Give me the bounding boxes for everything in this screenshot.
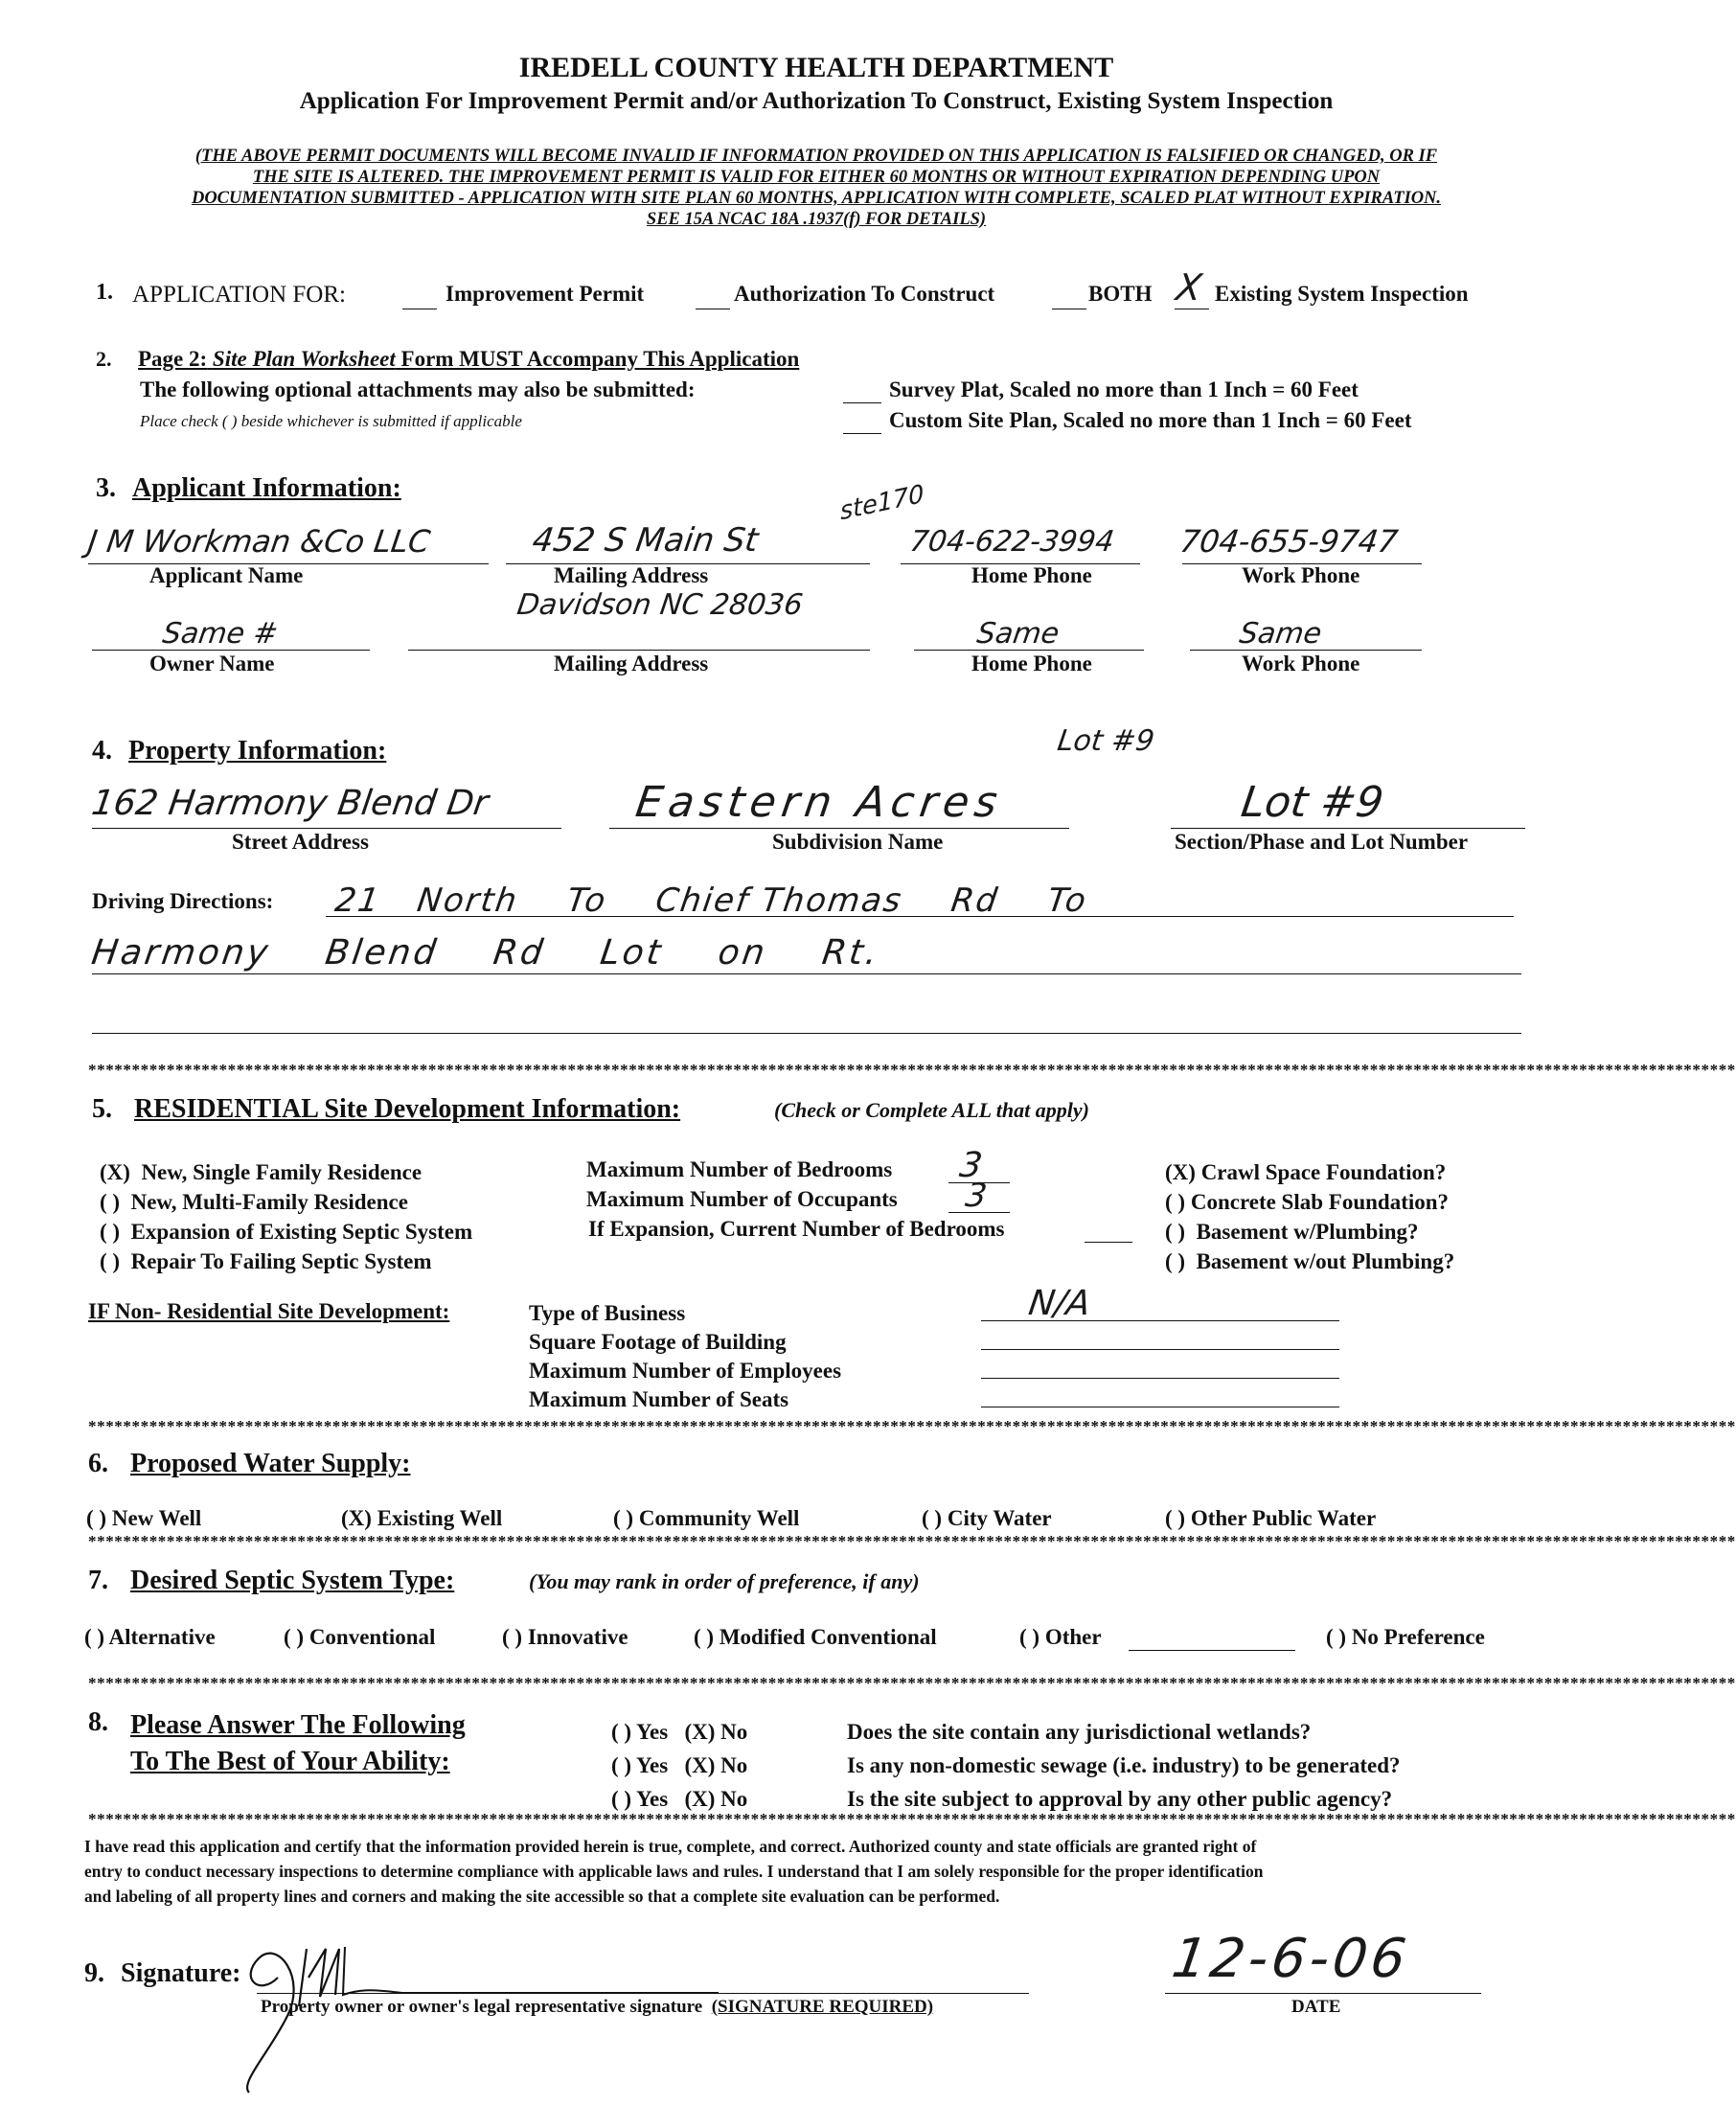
section-3-number: 3. xyxy=(96,473,116,503)
type-of-business-label: Type of Business xyxy=(529,1301,686,1325)
type-of-business-value[interactable]: N/A xyxy=(1026,1284,1093,1323)
new-well-option[interactable] xyxy=(86,1506,201,1531)
signature-caption-text: Property owner or owner's legal representative signature xyxy=(261,1997,703,2017)
requirement-text: Form MUST Accompany This Application xyxy=(400,347,800,371)
max-occupants-label: Maximum Number of Occupants xyxy=(586,1187,898,1211)
signature-label: Signature: xyxy=(121,1958,241,1988)
repair-option[interactable] xyxy=(100,1247,472,1276)
option-label: Existing Well xyxy=(377,1506,503,1530)
property-info-heading: Property Information: xyxy=(128,736,387,766)
checkbox[interactable]: ( ) xyxy=(613,1506,634,1530)
concrete-slab-option[interactable] xyxy=(1165,1187,1454,1217)
max-bedrooms-value[interactable]: 3 xyxy=(957,1146,985,1185)
owner-home-phone-value[interactable]: Same xyxy=(974,617,1062,651)
option-label: City Water xyxy=(947,1506,1052,1530)
max-occupants-value[interactable]: 3 xyxy=(963,1177,990,1215)
innovative-option[interactable]: ( ) Innovative xyxy=(502,1625,628,1649)
warning-line: (THE ABOVE PERMIT DOCUMENTS WILL BECOME INVALID IF INFORMATION PROVIDED ON THIS APPLICATION IS FALSIFIED OR CHANGED, OR IF xyxy=(194,147,1438,166)
other-option[interactable]: ( ) Other xyxy=(1019,1625,1102,1649)
divider-stars: ********************************************************************************************************************************************************************************************* xyxy=(88,1532,1736,1550)
square-footage-label: Square Footage of Building xyxy=(529,1330,787,1354)
validity-warning xyxy=(38,146,1594,230)
expansion-bedrooms-line[interactable] xyxy=(1085,1242,1132,1243)
septic-type-note: (You may rank in order of preference, if any) xyxy=(529,1569,920,1593)
mailing-address-label: Mailing Address xyxy=(554,563,709,587)
square-footage-line[interactable] xyxy=(981,1349,1339,1350)
driving-directions-line1[interactable]: 21 North To Chief Thomas Rd To xyxy=(332,881,1090,920)
lot-number-line xyxy=(1171,828,1525,829)
subdivision-line xyxy=(609,828,1069,829)
directions-line-1 xyxy=(326,916,1514,917)
subdivision-value[interactable]: Eastern Acres xyxy=(632,778,1006,827)
expansion-option[interactable] xyxy=(100,1217,472,1247)
residential-note: (Check or Complete ALL that apply) xyxy=(774,1098,1089,1122)
improvement-permit-option: Improvement Permit xyxy=(445,282,645,306)
agency-question: Is the site subject to approval by any other public agency? xyxy=(847,1787,1393,1811)
lot-number-label: Section/Phase and Lot Number xyxy=(1175,830,1469,854)
city-water-option[interactable] xyxy=(922,1506,1052,1531)
max-seats-label: Maximum Number of Seats xyxy=(529,1387,789,1411)
existing-system-option: Existing System Inspection xyxy=(1215,282,1469,306)
survey-plat-option: Survey Plat, Scaled no more than 1 Inch = 60 Feet xyxy=(889,378,1359,401)
survey-plat-checkline[interactable] xyxy=(843,402,881,403)
option-label: Other Public Water xyxy=(1190,1506,1377,1530)
option-label: New, Single Family Residence xyxy=(141,1160,423,1184)
checkbox[interactable]: ( ) xyxy=(100,1249,121,1273)
owner-home-phone-label: Home Phone xyxy=(971,652,1092,675)
optional-attachments-label: The following optional attachments may also be submitted: xyxy=(140,378,696,401)
water-supply-heading: Proposed Water Supply: xyxy=(130,1449,411,1478)
authorization-option: Authorization To Construct xyxy=(734,282,995,306)
checkbox[interactable]: ( ) xyxy=(1165,1506,1186,1530)
other-septic-line[interactable] xyxy=(1129,1650,1295,1651)
foundation-options xyxy=(1165,1157,1454,1276)
max-bedrooms-label: Maximum Number of Bedrooms xyxy=(586,1157,893,1181)
sewage-answer[interactable] xyxy=(611,1749,747,1782)
warning-line: THE SITE IS ALTERED. THE IMPROVEMENT PERMIT IS VALID FOR EITHER 60 MONTHS OR WITHOUT EXPIRATION DEPENDING UPON xyxy=(252,168,1381,187)
section-4-number: 4. xyxy=(92,736,112,766)
custom-site-plan-option: Custom Site Plan, Scaled no more than 1 Inch = 60 Feet xyxy=(889,408,1412,432)
option-label: Concrete Slab Foundation? xyxy=(1190,1190,1450,1214)
non-residential-fields xyxy=(529,1299,841,1414)
suite-annotation: ste170 xyxy=(838,479,925,527)
questions-heading-line2: To The Best of Your Ability: xyxy=(130,1747,450,1776)
page2-label: Page 2: xyxy=(138,347,208,371)
option-label: Crawl Space Foundation? xyxy=(1200,1160,1447,1184)
question-column xyxy=(847,1715,1401,1816)
page-title: IREDELL COUNTY HEALTH DEPARTMENT xyxy=(518,52,1114,83)
section-6-number: 6. xyxy=(88,1449,108,1478)
signature-required: (SIGNATURE REQUIRED) xyxy=(711,1997,934,2017)
yes-no-column xyxy=(611,1715,747,1816)
warning-line: DOCUMENTATION SUBMITTED - APPLICATION WITH SITE PLAN 60 MONTHS, APPLICATION WITH COMPLETE, SCALED PLAT WITHOUT EXPIRATION. xyxy=(191,189,1442,208)
no-checkbox[interactable]: (X) No xyxy=(684,1787,748,1811)
signature-line xyxy=(257,1993,1029,1994)
applicant-name-value[interactable]: J M Workman &Co LLC xyxy=(85,523,433,560)
no-preference-option[interactable]: ( ) No Preference xyxy=(1326,1625,1485,1649)
owner-name-label: Owner Name xyxy=(149,652,275,675)
option-label: Community Well xyxy=(638,1506,800,1530)
checkbox[interactable]: ( ) xyxy=(922,1506,943,1530)
date-line xyxy=(1165,1993,1481,1994)
checkbox[interactable]: ( ) xyxy=(1165,1220,1186,1244)
max-employees-line[interactable] xyxy=(981,1378,1339,1379)
option-label: Repair To Failing Septic System xyxy=(130,1249,432,1273)
residential-heading: RESIDENTIAL Site Development Information: xyxy=(134,1094,681,1124)
multi-family-option[interactable] xyxy=(100,1187,472,1217)
owner-name-value[interactable]: Same # xyxy=(160,617,281,651)
option-label: Expansion of Existing Septic System xyxy=(130,1220,473,1244)
street-address-label: Street Address xyxy=(232,830,369,854)
owner-work-phone-line xyxy=(1190,650,1422,651)
questions-heading xyxy=(130,1707,466,1780)
single-family-option[interactable] xyxy=(100,1157,472,1187)
work-phone-value[interactable]: 704-655-9747 xyxy=(1177,523,1401,560)
section-8-number: 8. xyxy=(88,1707,108,1737)
checkbox[interactable]: (X) xyxy=(341,1506,372,1530)
street-address-line xyxy=(92,828,561,829)
page-subtitle: Application For Improvement Permit and/or Authorization To Construct, Existing System Inspection xyxy=(299,88,1334,114)
certification-line: and labeling of all property lines and corners and making the site accessible so that a complete site evaluation can be performed. xyxy=(84,1887,1000,1906)
septic-type-heading: Desired Septic System Type: xyxy=(130,1566,455,1595)
expansion-bedrooms-label: If Expansion, Current Number of Bedrooms xyxy=(588,1217,1005,1241)
basement-plumbing-option[interactable] xyxy=(1165,1217,1454,1247)
date-value[interactable]: 12-6-06 xyxy=(1168,1928,1414,1990)
section-9-number: 9. xyxy=(84,1958,104,1988)
home-phone-label: Home Phone xyxy=(971,563,1092,587)
certification-line: entry to conduct necessary inspections to determine compliance with applicable laws and rules. I understand that I am solely responsible for the proper identification xyxy=(84,1862,1264,1881)
site-plan-requirement xyxy=(138,347,799,372)
residence-type-options xyxy=(100,1157,472,1276)
checkbox[interactable]: (X) xyxy=(100,1160,130,1184)
divider-stars: ********************************************************************************************************************************************************************************************* xyxy=(88,1061,1736,1079)
checkbox[interactable]: ( ) xyxy=(1165,1190,1186,1214)
max-employees-label: Maximum Number of Employees xyxy=(529,1359,842,1383)
signature-caption xyxy=(261,1997,933,2018)
checkbox[interactable]: (X) xyxy=(1165,1160,1196,1184)
modified-conventional-option[interactable]: ( ) Modified Conventional xyxy=(694,1625,937,1649)
checkbox[interactable]: ( ) xyxy=(100,1220,121,1244)
owner-home-phone-line xyxy=(914,650,1144,651)
section-7-number: 7. xyxy=(88,1566,108,1595)
type-of-business-line xyxy=(981,1320,1339,1321)
driving-directions-label: Driving Directions: xyxy=(92,889,274,913)
divider-stars: ********************************************************************************************************************************************************************************************* xyxy=(88,1810,1736,1828)
non-residential-label: IF Non- Residential Site Development: xyxy=(88,1299,450,1323)
no-checkbox[interactable]: (X) No xyxy=(684,1753,748,1777)
subdivision-label: Subdivision Name xyxy=(772,830,944,854)
existing-system-check-mark: X xyxy=(1173,266,1205,309)
option-label: New Well xyxy=(111,1506,202,1530)
section-5-number: 5. xyxy=(92,1094,112,1124)
no-checkbox[interactable]: (X) No xyxy=(684,1720,748,1744)
certification-text xyxy=(84,1834,1264,1909)
other-public-water-option[interactable] xyxy=(1165,1506,1376,1531)
alternative-option[interactable]: ( ) Alternative xyxy=(84,1625,216,1649)
owner-mailing-line xyxy=(408,650,870,651)
checkbox[interactable]: ( ) xyxy=(1165,1249,1186,1273)
work-phone-label: Work Phone xyxy=(1242,563,1360,587)
option-label: Basement w/Plumbing? xyxy=(1196,1220,1419,1244)
crawl-space-option[interactable] xyxy=(1165,1157,1454,1187)
option-label: New, Multi-Family Residence xyxy=(130,1190,408,1214)
lot-number-value[interactable]: Lot #9 xyxy=(1238,778,1387,827)
divider-stars: ********************************************************************************************************************************************************************************************* xyxy=(88,1417,1736,1435)
community-well-option[interactable] xyxy=(613,1506,799,1531)
basement-no-plumbing-option[interactable] xyxy=(1165,1247,1454,1276)
directions-line-3 xyxy=(92,1033,1521,1034)
date-label: DATE xyxy=(1291,1997,1341,2017)
mailing-address-line2-value[interactable]: Davidson NC 28036 xyxy=(514,588,805,622)
questions-heading-line1: Please Answer The Following xyxy=(130,1710,466,1740)
application-for-label: APPLICATION FOR: xyxy=(132,282,346,308)
owner-name-line xyxy=(92,650,370,651)
checkbox[interactable]: ( ) xyxy=(86,1506,107,1530)
certification-line: I have read this application and certify that the information provided herein is true, complete, and correct. Authorized county and state officials are granted right of xyxy=(84,1837,1257,1856)
checkbox[interactable]: ( ) xyxy=(100,1190,121,1214)
sewage-question: Is any non-domestic sewage (i.e. industry) to be generated? xyxy=(847,1753,1401,1777)
both-option: BOTH xyxy=(1088,282,1153,306)
section-2-number: 2. xyxy=(96,347,112,371)
lot-annotation: Lot #9 xyxy=(1055,724,1157,758)
owner-mailing-address-label: Mailing Address xyxy=(554,652,709,675)
existing-well-option[interactable] xyxy=(341,1506,502,1531)
divider-stars: ********************************************************************************************************************************************************************************************* xyxy=(88,1674,1736,1692)
street-address-value[interactable]: 162 Harmony Blend Dr xyxy=(89,784,491,823)
warning-line: SEE 15A NCAC 18A .1937(f) FOR DETAILS) xyxy=(646,210,987,229)
owner-work-phone-value[interactable]: Same xyxy=(1237,617,1324,651)
applicant-name-label: Applicant Name xyxy=(149,563,304,587)
conventional-option[interactable]: ( ) Conventional xyxy=(284,1625,436,1649)
place-check-note: Place check ( ) beside whichever is submitted if applicable xyxy=(140,412,522,430)
yes-checkbox[interactable]: ( ) Yes xyxy=(611,1787,669,1811)
worksheet-name: Site Plan Worksheet xyxy=(212,347,396,371)
mailing-address-value[interactable]: 452 S Main St xyxy=(530,521,761,560)
option-label: Basement w/out Plumbing? xyxy=(1196,1249,1455,1273)
max-occupants-line xyxy=(948,1212,1010,1213)
yes-checkbox[interactable]: ( ) Yes xyxy=(611,1720,669,1744)
wetlands-answer[interactable] xyxy=(611,1715,747,1749)
owner-work-phone-label: Work Phone xyxy=(1242,652,1360,675)
custom-site-plan-checkline[interactable] xyxy=(843,433,881,434)
applicant-info-heading: Applicant Information: xyxy=(132,473,401,503)
section-1-number: 1. xyxy=(96,280,113,305)
home-phone-value[interactable]: 704-622-3994 xyxy=(907,525,1116,559)
wetlands-question: Does the site contain any jurisdictional wetlands? xyxy=(847,1720,1312,1744)
directions-line-2 xyxy=(92,973,1521,974)
yes-checkbox[interactable]: ( ) Yes xyxy=(611,1753,669,1777)
driving-directions-line2[interactable]: Harmony Blend Rd Lot on Rt. xyxy=(89,933,882,972)
